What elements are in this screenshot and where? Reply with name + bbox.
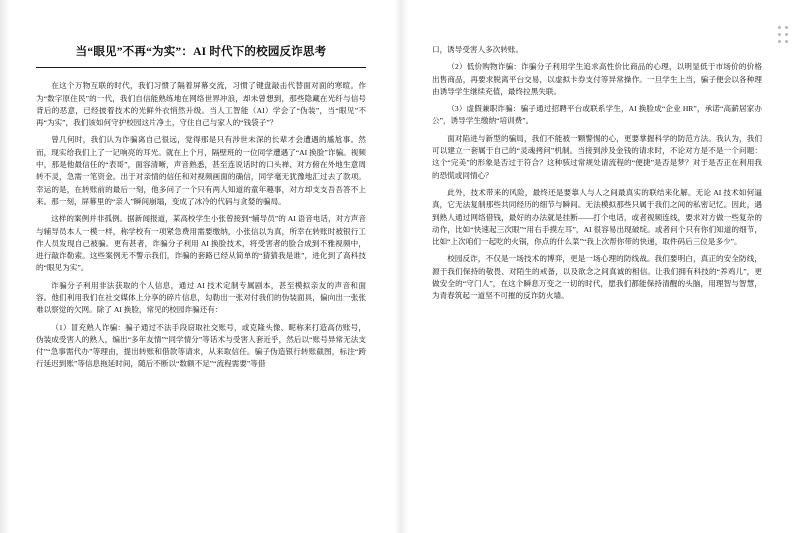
right-column-body	[432, 44, 762, 303]
paragraph: 口，诱导受害人多次转账。	[432, 45, 524, 54]
paragraph: 这样的案例并非孤例。据新闻报道，某高校学生小张曾接到“辅导员”的 AI 语音电话，对方声音与辅导员本人一模一样，称学校有一项紧急费用需要缴纳，小张信以为真，所幸在转账时被银行工作人员发现自己被骗。更有甚者，诈骗分子利用 AI 换脸技术，将受害者的脸合成到不雅视频中，进行敲诈勒索。这些案例无不警示我们，诈骗的套路已经从简单的“猜猜我是谁”，进化到了高科技的“眼见为实”。	[36, 214, 366, 273]
paragraph: 曾几何时，我们认为诈骗离自己很远，觉得那是只有涉世未深的长辈才会遭遇的尴尬事。然而，现实给我们上了一记响亮的耳光。就在上个月，隔壁班的一位同学遭遇了“AI 换脸”诈骗。视频中，那是他最信任的“表哥”，面容清晰，声音熟悉，甚至连说话时的口头禅、对方俯在外地生意周转不灵，急需一笔资金。出于对亲情的信任和对视频画面的确信，同学毫无犹豫地汇过去了款项。幸运的是，在转账前的最后一刻，他多问了一个只有两人知道的童年趣事，对方却支支吾吾答不上来。那一刻，屏幕里的“亲人”瞬间崩塌，变成了冰冷的代码与贪婪的骗局。	[36, 135, 366, 206]
paragraph: （1）冒充熟人诈骗：骗子通过不法手段窃取社交账号，或克隆头像、昵称来打造高仿账号，伪装成受害人的熟人，编出“多年友情”“同学情分”等话术与受害人套近乎，然后以“账号异常无法支付”“急事需代办”等理由，提出转账和借款等请求，从来取信任。骗子伪造银行转账截图，标注“跨行延迟到账”等信息拖延时间，随后不断以“数额不足”“流程需要”等借	[36, 322, 366, 369]
left-column-body	[36, 80, 366, 371]
right-column	[432, 0, 762, 533]
paragraph: （2）低价购物诈骗：诈骗分子利用学生追求高性价比商品的心理，以明显低于市场价的价格出售商品，再要求脱离平台交易，以虚拟卡券支付等异常操作。一旦学生上当，骗子便会以各种理由诱导学生继续充值，最终拉黑失联。	[432, 62, 762, 96]
title-rule	[36, 67, 366, 68]
left-column	[36, 0, 366, 533]
paragraph: 校园反诈，不仅是一场技术的博弈，更是一场心理的防线战。我们要明白，真正的安全防线，源于我们保持的敬畏、对陌生的戒备，以及欲念之间真诚的相信。让我们拥有科技的“养鸡儿”，更做安全的“守门人”，在这个瞬息万变之一切的时代，愿我们都能保持清醒的头脑，用理智与智慧，为青春筑起一道坚不可摧的反诈防火墙。	[432, 254, 762, 301]
page-title: 当“眼见”不再“为实”：AI 时代下的校园反诈思考	[75, 46, 327, 58]
page-binding-edge	[0, 0, 10, 533]
paragraph: 面对陷进与新型的骗局，我们不能被一颗警惕的心，更要掌握科学的防范方法。我认为，我们可以建立一套属于自己的“灵魂拷问”机制。当接到涉及金钱的请求时，不论对方是不是一个问题：这个“完美”的形象是否过于符合？这种骇过常规处请流程的“便捷”是否是梦？对于是否正在利用我的恐慌或同情心？	[432, 133, 762, 180]
paragraph: 诈骗分子利用非法获取的个人信息，通过 AI 技术定制专属剧本，甚至模拟亲友的声音和面容。他们利用我们在社交媒体上分享的碎片信息，勾勒出一张对付我们的伪装面具，偏向出一张张难以察觉的欠网。除了 AI 换脸，常见的校园诈骗还有：	[36, 280, 366, 315]
paragraph: 此外，技术带来的风险，最终还是要靠人与人之间最真实的联结来化解。无论 AI 技术如何逼真，它无法复制那些共同经历的细节与瞬间。无法模拟那些只属于我们之间的私密记忆。因此，遇到熟人通过网络借钱，最好的办法就是挂断——打个电话，或者视频连线，要求对方做一些复杂的动作，比如“快速起三次眼”“用右手摸左耳”，AI 很容易出现破绽。或者问个只有你们知道的细节，比如“上次咱们一起吃的火锅，你点的什么菜”“我上次帮你带的快递，取件码后三位是多少”。	[432, 187, 762, 247]
paragraph: 在这个万物互联的时代，我们习惯了隔着屏幕交流，习惯了键盘敲击代替面对面的寒暄。作为“数字原住民”的一代，我们自信能熟练地在网络世界冲浪，却未曾想到，那些隐藏在光纤与信号背后的恶意，已经披着技术的光鲜外衣悄然升级。当人工智能（AI）学会了“伪装”，当“眼见”不再“为实”，我们该如何守护校园这片净土，守住自己与家人的“钱袋子”？	[36, 81, 366, 128]
grid-dots-icon[interactable]	[778, 26, 792, 48]
page-gutter	[395, 0, 409, 533]
paragraph: （3）虚假兼职诈骗：骗子通过招聘平台或联系学生，AI 换脸成“企业 HR”，承诺“高薪居家办公”，诱导学生缴纳“培训费”。	[432, 104, 762, 126]
